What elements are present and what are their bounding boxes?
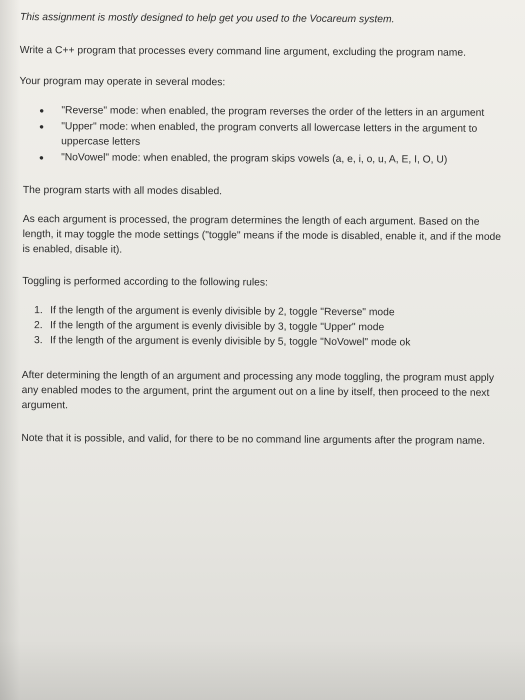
rule-number: 1. (34, 305, 43, 317)
task-description: Write a C++ program that processes every command line argument, excluding the program name. (19, 44, 467, 59)
mode-item-upper: • "Upper" mode: when enabled, the program converts all lowercase letters in the argument to uppercase letters (19, 119, 511, 152)
rule-number: 2. (34, 320, 43, 332)
note-text: Note that it is possible, and valid, for there to be no command line arguments after the program name. (21, 433, 486, 447)
modes-heading: Your program may operate in several modes: (19, 75, 226, 89)
rule-text: If the length of the argument is evenly divisible by 2, toggle "Reverse" mode (50, 305, 395, 319)
rules-heading: Toggling is performed according to the following rules: (22, 276, 268, 289)
length-rule-text: As each argument is processed, the program determines the length of each argument. Based on the length, it may toggle the mode settings ("toggle" means if the mode is disabled, enable it, and if the mode is enabled, disable it). (22, 214, 502, 256)
rule-text: If the length of the argument is evenly divisible by 5, toggle "NoVowel" mode ok (49, 335, 411, 349)
modes-list (19, 103, 511, 168)
assignment-document (17, 10, 512, 449)
processing-text: After determining the length of an argument and processing any mode toggling, the program must apply any enabled modes to the argument, print the argument out on a line by itself, then proceed to the next argument. (21, 370, 495, 412)
rule-number: 3. (33, 335, 43, 347)
rule-item (18, 333, 510, 351)
toggle-rules-list (18, 303, 510, 351)
mode-item-reverse: • "Reverse" mode: when enabled, the program reverses the order of the letters in an argument (19, 103, 511, 121)
intro-text: This assignment is mostly designed to help get you used to the Vocareum system. (19, 11, 395, 26)
mode-item-novowel: • "NoVowel" mode: when enabled, the program skips vowels (a, e, i, o, u, A, E, I, O, U) (19, 150, 511, 168)
start-state-text: The program starts with all modes disabled. (22, 185, 223, 198)
paper-shadow-bottom (0, 640, 525, 700)
rule-text: If the length of the argument is evenly divisible by 3, toggle "Upper" mode (50, 320, 385, 334)
